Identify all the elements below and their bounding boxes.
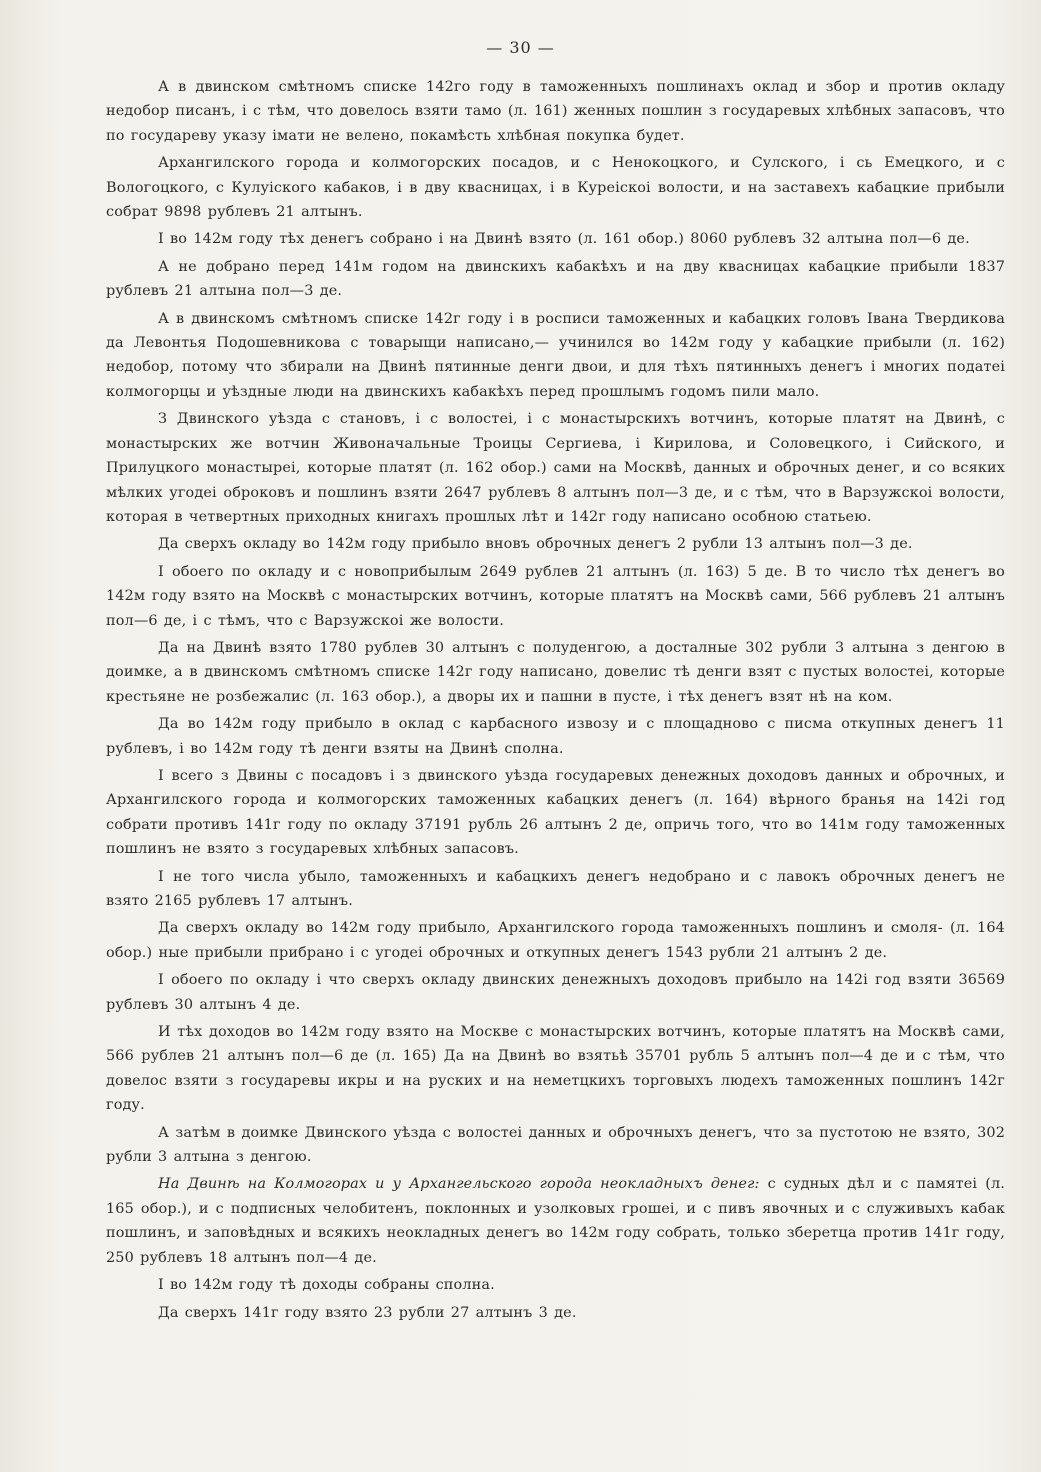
paragraph: А не добрано перед 141м годом на двинскихъ кабакѣхъ и на дву квасницах кабацкие прибыли 1837 рублевъ 21 алтына пол—3 де. — [106, 258, 1005, 300]
paragraph: И тѣх доходов во 142м году взято на Москве с монастырских вотчинъ, которые платятъ на Москвѣ сами, 566 рублев 21 алтынъ пол—6 де (л. 165) Да на Двинѣ во взятьѣ 35701 рубль 5 алтынъ пол—4 де и с тѣм, что довелос взяти з государевы икры и на руских и на неметцкихъ торговыхъ людехъ таможенных пошлинъ 142г году. — [106, 1024, 1005, 1114]
paragraph: А в двинскомъ смѣтномъ списке 142г году і в росписи таможенных и кабацких головъ Івана Твердикова да Левонтья Подошевникова с товарыщи написано,— учинился во 142м году у кабацкие прибыли (л. 162) недобор, потому что збирали на Двинѣ пятинные денги двои, и для тѣхъ пятинныхъ денегъ і многих податеі колмогорцы и уѣздные люди на двинскихъ кабакѣхъ перед прошлымъ годомъ пили мало. — [106, 310, 1005, 400]
paragraph: З Двинского уѣзда с становъ, і с волостеі, і с монастырскихъ вотчинъ, которые платят на Двинѣ, с монастырских же вотчин Живоначальные Троицы Сергиева, і Кирилова, и Соловецкого, і Сийского, и Прилуцкого монастыреі, которые платят (л. 162 обор.) сами на Москвѣ, данных и оброчных денег, и со всяких мѣлких угодеі оброковъ и пошлинъ взяти 2647 рублевъ 8 алтынъ пол—3 де, и с тѣм, что в Варзужскоі волости, которая в четвертных приходных книгахъ прошлых лѣт и 142г году написано особною статьею. — [106, 411, 1005, 525]
paragraph: І всего з Двины с посадовъ і з двинского уѣзда государевых денежных доходовъ данных и оброчных, и Архангилского города и колмогорских таможенных кабацких денегъ (л. 164) вѣрного бранья на 142і год собрати противъ 141г году по окладу 37191 рубль 26 алтынъ 2 де, опричь того, что во 141м году таможенных пошлинъ не взято з государевых хлѣбных запасовъ. — [106, 767, 1005, 858]
paragraph: Да на Двинѣ взято 1780 рублев 30 алтынъ с полуденгою, а досталные 302 рубли 3 алтына з денгою в доимке, а в двинскомъ смѣтномъ списке 142г году написано, довелис тѣ денги взят с пустых волостеі, которые крестьяне не розбежалис (л. 163 обор.), а дворы их и пашни в пусте, і тѣх денегъ взят нѣ на ком. — [106, 639, 1005, 705]
paragraph: Да сверхъ окладу во 142м году прибыло вновъ оброчных денегъ 2 рубли 13 алтынъ пол—3 де. — [158, 536, 913, 553]
page-number: — 30 — — [486, 38, 555, 57]
paragraph: І обоего по окладу и с новоприбылым 2649 рублев 21 алтынъ (л. 163) 5 де. В то число тѣх денегъ во 142м году взято на Москвѣ с монастырских вотчинъ, которые платятъ на Москвѣ сами, 566 рублевъ 21 алтынъ пол—6 де, і с тѣмъ, что с Варзужскоі же волости. — [106, 563, 1005, 629]
paragraph: Да во 142м году прибыло в оклад с карбасного извозу и с площадново с писма откупных денегъ 11 рублевъ, і во 142м году тѣ денги взяты на Двинѣ сполна. — [106, 716, 1005, 757]
paragraph: А в двинском смѣтномъ списке 142го году в таможенныхъ пошлинахъ оклад и збор и против окладу недобор писанъ, і с тѣм, что довелось взяти тамо (л. 161) женных пошлин з государевых хлѣбных запасовъ, что по государеву указу імати не велено, покамѣсть хлѣбная покупка будет. — [106, 79, 1005, 144]
paragraph: Да сверхъ 141г году взято 23 рубли 27 алтынъ 3 де. — [158, 1304, 577, 1321]
document-body — [106, 75, 1005, 1325]
heading-continuation: с судных дѣл и с памятеі (л. 165 обор.), и с подписных челобитенъ, поклонных и узолковых грошеі, и с пивъ явочных и с служивыхъ кабак пошлинъ, и заповѣдных и всякихъ неокладных денегъ во 142м году собрать, только зберетца против 141г году, 250 рублевъ 18 алтынъ пол—4 де. — [106, 1176, 1005, 1266]
paragraph: І не того числа убыло, таможенныхъ и кабацкихъ денегъ недобрано и с лавокъ оброчных денегъ не взято 2165 рублевъ 17 алтынъ. — [106, 868, 1005, 909]
italic-heading: На Двинѣ на Колмогорах и у Архангельского города неокладныхъ денег: — [158, 1176, 760, 1193]
paragraph: І обоего по окладу і что сверхъ окладу двинских денежныхъ доходовъ прибыло на 142і год взяти 36569 рублевъ 30 алтынъ 4 де. — [106, 972, 1005, 1013]
heading-paragraph — [106, 1172, 1005, 1270]
paragraph: А затѣм в доимке Двинского уѣзда с волостеі данных и оброчныхъ денегъ, что за пустотою не взято, 302 рубли 3 алтына з денгою. — [106, 1124, 1005, 1166]
paragraph: І во 142м году тѣ доходы собраны сполна. — [158, 1277, 495, 1294]
paragraph: Да сверхъ окладу во 142м году прибыло, Архангилского города таможенныхъ пошлинъ и смоля- (л. 164 обор.) ные прибыли прибрано і с угодеі оброчных и откупных денегъ 1543 рубли 21 алтынъ 2 де. — [106, 920, 1005, 961]
paragraph: І во 142м году тѣх денегъ собрано і на Двинѣ взято (л. 161 обор.) 8060 рублевъ 32 алтына пол—6 де. — [158, 231, 970, 248]
paragraph: Архангилского города и колмогорских посадов, и с Ненокоцкого, и Сулского, і сь Емецкого, и с Вологоцкого, с Кулуіского кабаков, і в дву квасницах, і в Куреіскоі волости, и на заставехъ кабацкие прибыли собрат 9898 рублевъ 21 алтынъ. — [106, 155, 1005, 221]
